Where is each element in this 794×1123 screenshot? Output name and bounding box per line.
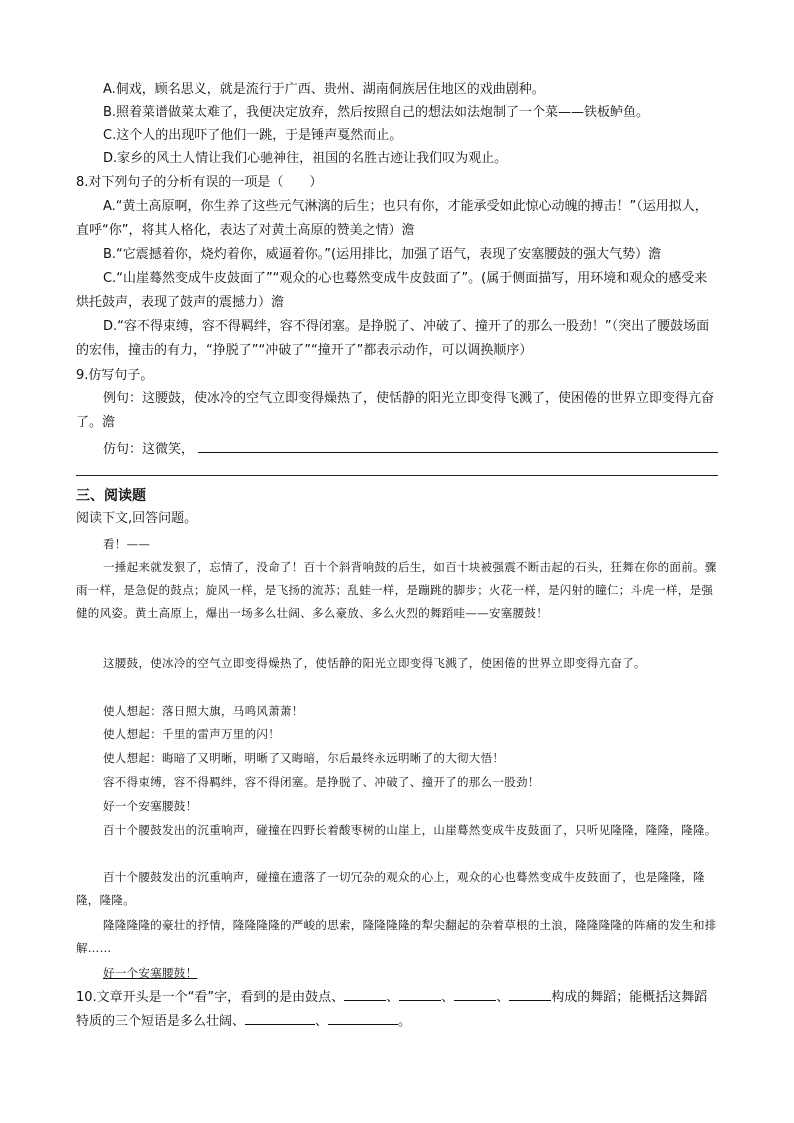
passage-p12 — [76, 962, 718, 985]
q7-option-b: B.照着菜谱做菜太难了，我便决定放弃，然后按照自己的想法如法炮制了一个菜——铁板鲈鱼。 — [103, 105, 650, 120]
q10-blank-6[interactable] — [328, 1010, 398, 1025]
passage-p4: 使人想起：落日照大旗，马鸣风萧萧！ — [103, 704, 304, 718]
passage-p10: 百十个腰鼓发出的沉重响声，碰撞在遗落了一切冗杂的观众的心上，观众的心也蓦然变成牛皮鼓面了，也是隆隆，隆隆，隆隆。 — [76, 870, 705, 907]
passage-p5: 使人想起：千里的雷声万里的闪！ — [103, 727, 280, 741]
q10-blank-3[interactable] — [454, 986, 496, 1001]
q8-option-b: B.“它震撼着你，烧灼着你，威逼着你。”(运用排比，加强了语气，表现了安塞腰鼓的强大气势）澹 — [103, 247, 662, 262]
passage-p6: 使人想起：晦暗了又明晰，明晰了又晦暗，尔后最终永远明晰了的大彻大悟！ — [103, 751, 505, 765]
q10-sep-2: 、 — [441, 990, 455, 1005]
q10-blank-2[interactable] — [399, 986, 441, 1001]
q9-answer-blank[interactable] — [198, 438, 718, 453]
q9-stem: 9.仿写句子。 — [76, 368, 154, 383]
q7-option-a: A.侗戏，顾名思义，就是流行于广西、贵州、湖南侗族居住地区的戏曲剧种。 — [103, 82, 545, 97]
q10-blank-5[interactable] — [245, 1010, 315, 1025]
q8-option-d: D.“容不得束缚，容不得羁绊，容不得闭塞。是挣脱了、冲破了、撞开了的那么一股劲！”（突出了腰鼓场面的宏伟，撞击的有力，“挣脱了”“冲破了”“撞开了”都表示动作，可以调换顺序） — [76, 319, 710, 358]
passage-p1: 看！—— — [103, 537, 151, 551]
q10-part1: 10.文章开头是一个“看”字，看到的是由鼓点、 — [76, 990, 345, 1005]
q7-option-c: C.这个人的出现吓了他们一跳，于是锤声戛然而止。 — [103, 128, 403, 143]
q9-example: 例句：这腰鼓，使冰冷的空气立即变得燥热了，使恬静的阳光立即变得飞溅了，使困倦的世界立即变得亢奋了。澹 — [76, 391, 715, 430]
passage-p3: 这腰鼓，使冰冷的空气立即变得燥热了，使恬静的阳光立即变得飞溅了，使困倦的世界立即变得亢奋了。 — [103, 656, 646, 670]
passage-p2: 一捶起来就发狠了，忘情了，没命了！百十个斜背响鼓的后生，如百十块被强震不断击起的石头，狂舞在你的面前。骤雨一样，是急促的鼓点；旋风一样，是飞扬的流苏；乱蛙一样，是蹦跳的脚步；火花一样，是闪射的瞳仁；斗虎一样，是强健的风姿。黄土高原上，爆出一场多么壮阔、多么豪放、多么火烈的舞蹈哇——安塞腰鼓！ — [76, 560, 717, 620]
passage-p8: 好一个安塞腰鼓！ — [103, 799, 198, 813]
q7-option-d: D.家乡的风土人情让我们心驰神往，祖国的名胜古迹让我们叹为观止。 — [103, 151, 508, 166]
q10-text — [76, 986, 718, 1034]
passage-p9: 百十个腰鼓发出的沉重响声，碰撞在四野长着酸枣树的山崖上，山崖蓦然变成牛皮鼓面了，只听见隆隆，隆隆，隆隆。 — [103, 823, 717, 837]
section-instruction: 阅读下文,回答问题。 — [76, 511, 198, 526]
section-title: 三、阅读题 — [76, 488, 146, 504]
answer-rule-line[interactable] — [76, 475, 718, 476]
q8-stem: 8.对下列句子的分析有误的一项是（ ） — [76, 175, 323, 190]
q9-imitate-line — [103, 438, 718, 460]
q9-imitate-label: 仿句：这微笑， — [103, 442, 195, 457]
passage-p11: 隆隆隆隆的豪壮的抒情，隆隆隆隆的严峻的思索，隆隆隆隆的犁尖翻起的杂着草根的土浪，隆隆隆隆的阵痛的发生和排解…… — [76, 918, 717, 955]
q8-option-c: C.“山崖蓦然变成牛皮鼓面了”“观众的心也蓦然变成牛皮鼓面了”。(属于侧面描写，用环境和观众的感受来烘托鼓声，表现了鼓声的震撼力）澹 — [76, 271, 708, 310]
q10-end: 。 — [398, 1014, 412, 1029]
q10-blank-1[interactable] — [344, 986, 386, 1001]
q10-sep-4: 、 — [315, 1014, 329, 1029]
q10-sep-3: 、 — [496, 990, 510, 1005]
q10-sep-1: 、 — [386, 990, 400, 1005]
q10-blank-4[interactable] — [509, 986, 551, 1001]
q8-option-a: A.“黄土高原啊，你生养了这些元气淋漓的后生；也只有你，才能承受如此惊心动魄的搏击！”（运用拟人，直呼“你”，将其人格化，表达了对黄土高原的赞美之情）澹 — [76, 199, 708, 238]
passage-p7: 容不得束缚，容不得羁绊，容不得闭塞。是挣脱了、冲破了、撞开了的那么一股劲！ — [103, 775, 540, 789]
q10-part2: 构成的舞蹈；能概括这舞蹈特质的三个短语是多么壮阔、 — [76, 990, 708, 1029]
passage-p12-text: 好一个安塞腰鼓！ — [103, 966, 198, 980]
